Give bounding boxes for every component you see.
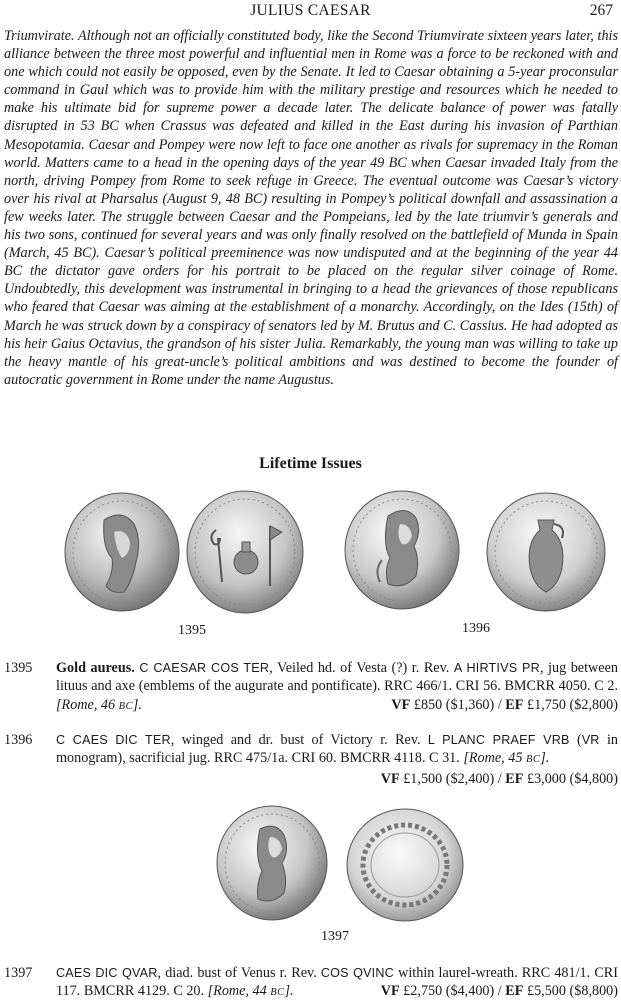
coin-1395-reverse-image <box>186 490 304 614</box>
entry-number: 1397 <box>4 965 33 981</box>
obverse-legend: C CAESAR COS TER <box>139 661 270 675</box>
plate-label-1395: 1395 <box>178 623 206 638</box>
coin-1396-reverse-image <box>486 492 606 612</box>
coin-1397-obverse-image <box>216 805 328 921</box>
price-vf: £2,750 ($4,400) / <box>399 983 506 1000</box>
grade-ef: EF <box>505 770 524 787</box>
mint-attribution: [Rome, 44 BC]. <box>207 983 294 1000</box>
catalog-entry-1397 <box>4 964 618 1004</box>
grade-vf: VF <box>380 770 400 787</box>
page-number: 267 <box>589 2 613 19</box>
reverse-description: , jug between lituus and axe (emblems of the augurate and pontificate). RRC 466/1. CRI 56. BMCRR 4050. C 2. <box>56 660 618 695</box>
coin-1397-reverse-image <box>346 808 464 922</box>
reverse-legend: COS QVINC <box>320 966 394 980</box>
intro-paragraph: Triumvirate. Although not an officially constituted body, like the Second Triumvirate sixteen years later, this alliance between the three most powerful and influential men in Rome was a force to be reckoned with and one which could not easily be opposed, even by the Senate. It led to Caesar obtaining a 5-year proconsular command in Gaul which was to provide him with the military prestige and resources which he needed to make his ultimate bid for supreme power a decade later. The delicate balance of power was fatally disrupted in 53 BC when Crassus was defeated and killed in the East during his invasion of Parthian Mesopotamia. Caesar and Pompey were now left to face one another as rivals for supremacy in the Roman world. Matters came to a head in the opening days of the year 49 BC when Caesar invaded Italy from the north, driving Pompey from Rome to seek refuge in Greece. The eventual outcome was Caesar’s victory over his rival at Pharsalus (August 9, 48 BC) resulting in Pompey’s political downfall and assassination a few weeks later. The struggle between Caesar and the Pompeians, led by the late triumvir’s generals and his two sons, continued for several years and was only finally resolved on the battlefield of Munda in Spain (March, 45 BC). Caesar’s political preeminence was now undisputed and at the beginning of the year 44 BC the dictator gave orders for his portrait to be placed on the regular silver coinage of Rome. Undoubtedly, this development was instrumental in bringing to a head the grievances of those republicans who feared that Caesar was aiming at the establishment of a monarchy. Accordingly, on the Ides (15th) of March he was struck down by a conspiracy of senators led by M. Brutus and C. Cassius. He had adopted as his heir Gaius Octavius, the grandson of his sister Julia. Remarkably, the young man was willing to take up the heavy mantle of his great-uncle’s political ambitions and was destined to become the founder of autocratic government in Rome under the name Augustus. <box>4 28 618 388</box>
reverse-legend: A HIRTIVS PR <box>453 661 540 675</box>
mint-attribution: [Rome, 46 BC]. <box>56 696 142 713</box>
reverse-description: within laurel-wreath. RRC 481/1. CRI 117. BMCRR 4129. C 20. <box>56 965 618 1000</box>
obverse-legend: CAES DIC QVAR <box>56 966 158 980</box>
entry-description <box>56 659 618 716</box>
coin-1395-obverse-image <box>64 492 180 612</box>
price-vf: £850 ($1,360) / <box>410 696 506 713</box>
mint-attribution: [Rome, 45 BC]. <box>463 750 550 767</box>
price-line <box>56 770 618 788</box>
price-vf: £1,500 ($2,400) / <box>399 770 506 787</box>
price-ef: £3,000 ($4,800) <box>523 770 618 787</box>
grade-ef: EF <box>505 696 524 713</box>
obverse-legend: C CAES DIC TER <box>56 733 171 747</box>
entry-description: C CAES DIC TER, winged and dr. bust of Victory r. Rev. L PLANC PRAEF VRB (VR in monogram), sacrificial jug. RRC 475/1a. CRI 60. BMCRR 4118. C 31. [Rome, 45 BC]. VF £1,500 ($2,400) / EF £3,000 ($4,800) <box>56 732 618 787</box>
monogram-legend: VR <box>581 733 600 747</box>
grade-vf: VF <box>391 696 411 713</box>
plate-label-1396: 1396 <box>462 621 490 636</box>
price-ef: £1,750 ($2,800) <box>523 696 618 713</box>
price-line <box>381 982 618 1000</box>
coin-1396-obverse-image <box>344 490 460 610</box>
running-head: JULIUS CAESAR <box>250 2 371 19</box>
obverse-description: , diad. bust of Venus r. Rev. <box>157 965 321 981</box>
reverse-legend: L PLANC PRAEF VRB <box>427 733 570 747</box>
plate-label-1397: 1397 <box>321 929 349 944</box>
entry-title: Gold aureus. <box>56 660 135 676</box>
section-heading: Lifetime Issues <box>259 455 362 472</box>
grade-vf: VF <box>380 983 400 1000</box>
catalog-entry-1395 <box>4 659 618 715</box>
obverse-description: , winged and dr. bust of Victory r. Rev. <box>170 732 428 748</box>
reverse-description: in monogram), sacrificial jug. RRC 475/1a. CRI 60. BMCRR 4118. C 31. <box>56 732 618 767</box>
entry-number: 1395 <box>4 660 33 676</box>
grade-ef: EF <box>505 983 524 1000</box>
entry-number: 1396 <box>4 732 33 748</box>
entry-description <box>56 964 618 1003</box>
page-header <box>0 0 621 22</box>
catalog-entry-1396 <box>4 731 618 787</box>
obverse-description: , Veiled hd. of Vesta (?) r. Rev. <box>269 660 454 676</box>
price-ef: £5,500 ($8,800) <box>523 983 618 1000</box>
price-line <box>391 696 618 714</box>
